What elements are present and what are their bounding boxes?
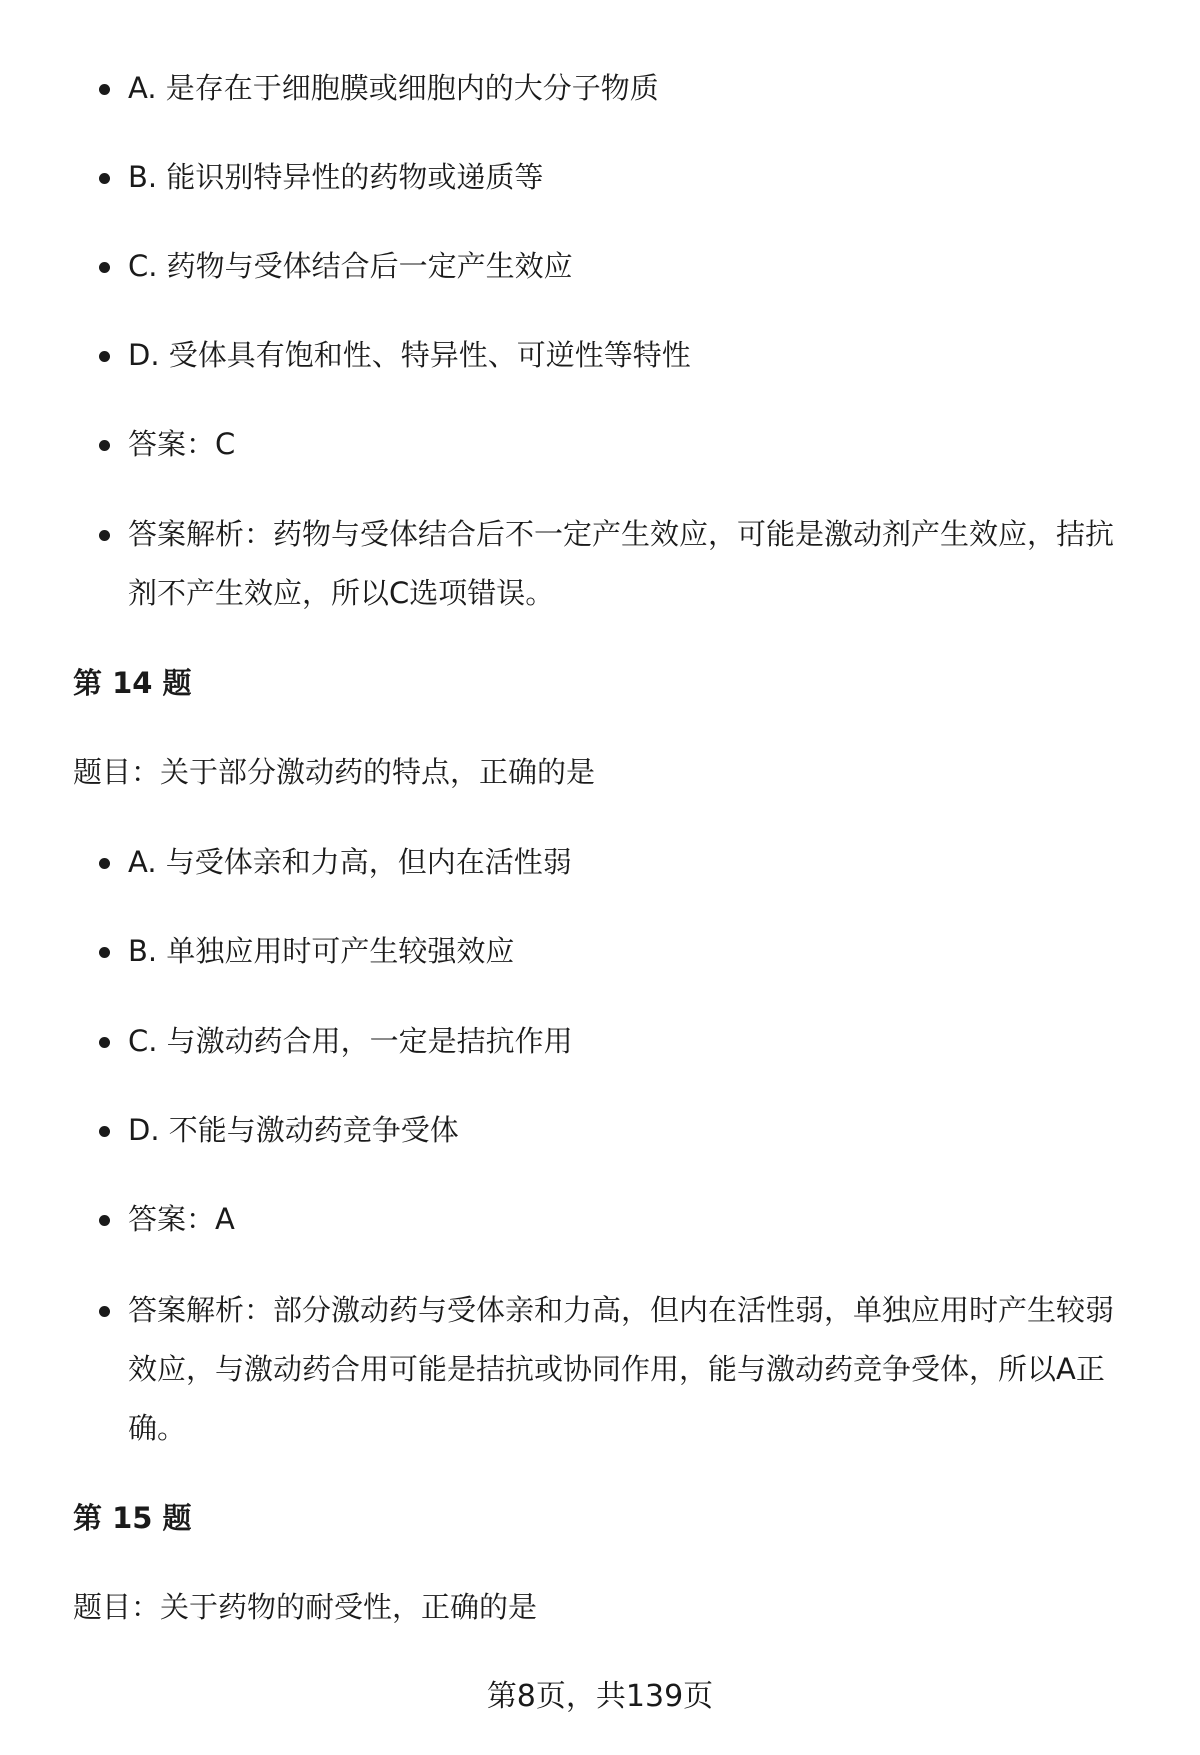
bullet-icon bbox=[99, 947, 110, 958]
question-heading: 第 15 题 bbox=[73, 1501, 192, 1535]
analysis-text: 答案解析：药物与受体结合后不一定产生效应，可能是激动剂产生效应，拮抗剂不产生效应，所以C选项错误。 bbox=[128, 517, 1115, 610]
option-c-text: C. 药物与受体结合后一定产生效应 bbox=[128, 249, 573, 283]
option-b-text: B. 单独应用时可产生较强效应 bbox=[128, 934, 515, 968]
bullet-icon bbox=[99, 1126, 110, 1137]
question-text: 题目：关于药物的耐受性，正确的是 bbox=[73, 1590, 538, 1624]
page-number: 第8页，共139页 bbox=[486, 1679, 714, 1714]
list-item bbox=[128, 326, 1140, 385]
question-heading: 第 14 题 bbox=[73, 666, 192, 700]
option-a-text: A. 与受体亲和力高，但内在活性弱 bbox=[128, 845, 572, 879]
question-text: 题目：关于部分激动药的特点，正确的是 bbox=[73, 755, 596, 789]
list-item bbox=[128, 1101, 1140, 1160]
bullet-icon bbox=[99, 1037, 110, 1048]
list-item bbox=[128, 833, 1140, 892]
list-item bbox=[128, 148, 1140, 207]
list-item bbox=[128, 1281, 1140, 1458]
bullet-icon bbox=[99, 1306, 110, 1317]
analysis-text: 答案解析：部分激动药与受体亲和力高，但内在活性弱，单独应用时产生较弱效应，与激动药合用可能是拮抗或协同作用，能与激动药竞争受体，所以A正确。 bbox=[128, 1293, 1115, 1445]
bullet-icon bbox=[99, 1215, 110, 1226]
option-d-text: D. 不能与激动药竞争受体 bbox=[128, 1113, 459, 1147]
list-item bbox=[128, 505, 1140, 623]
option-c-text: C. 与激动药合用，一定是拮抗作用 bbox=[128, 1024, 573, 1058]
bullet-icon bbox=[99, 173, 110, 184]
bullet-icon bbox=[99, 262, 110, 273]
list-item bbox=[128, 922, 1140, 981]
option-d-text: D. 受体具有饱和性、特异性、可逆性等特性 bbox=[128, 338, 691, 372]
list-item bbox=[128, 1012, 1140, 1071]
list-item bbox=[128, 1190, 1140, 1249]
list-item bbox=[128, 237, 1140, 296]
bullet-icon bbox=[99, 530, 110, 541]
answer-text: 答案：C bbox=[128, 427, 236, 461]
list-item bbox=[128, 415, 1140, 474]
bullet-icon bbox=[99, 84, 110, 95]
bullet-icon bbox=[99, 440, 110, 451]
option-a-text: A. 是存在于细胞膜或细胞内的大分子物质 bbox=[128, 71, 659, 105]
bullet-icon bbox=[99, 858, 110, 869]
list-item bbox=[128, 59, 1140, 118]
bullet-icon bbox=[99, 351, 110, 362]
answer-text: 答案：A bbox=[128, 1202, 235, 1236]
option-b-text: B. 能识别特异性的药物或递质等 bbox=[128, 160, 544, 194]
